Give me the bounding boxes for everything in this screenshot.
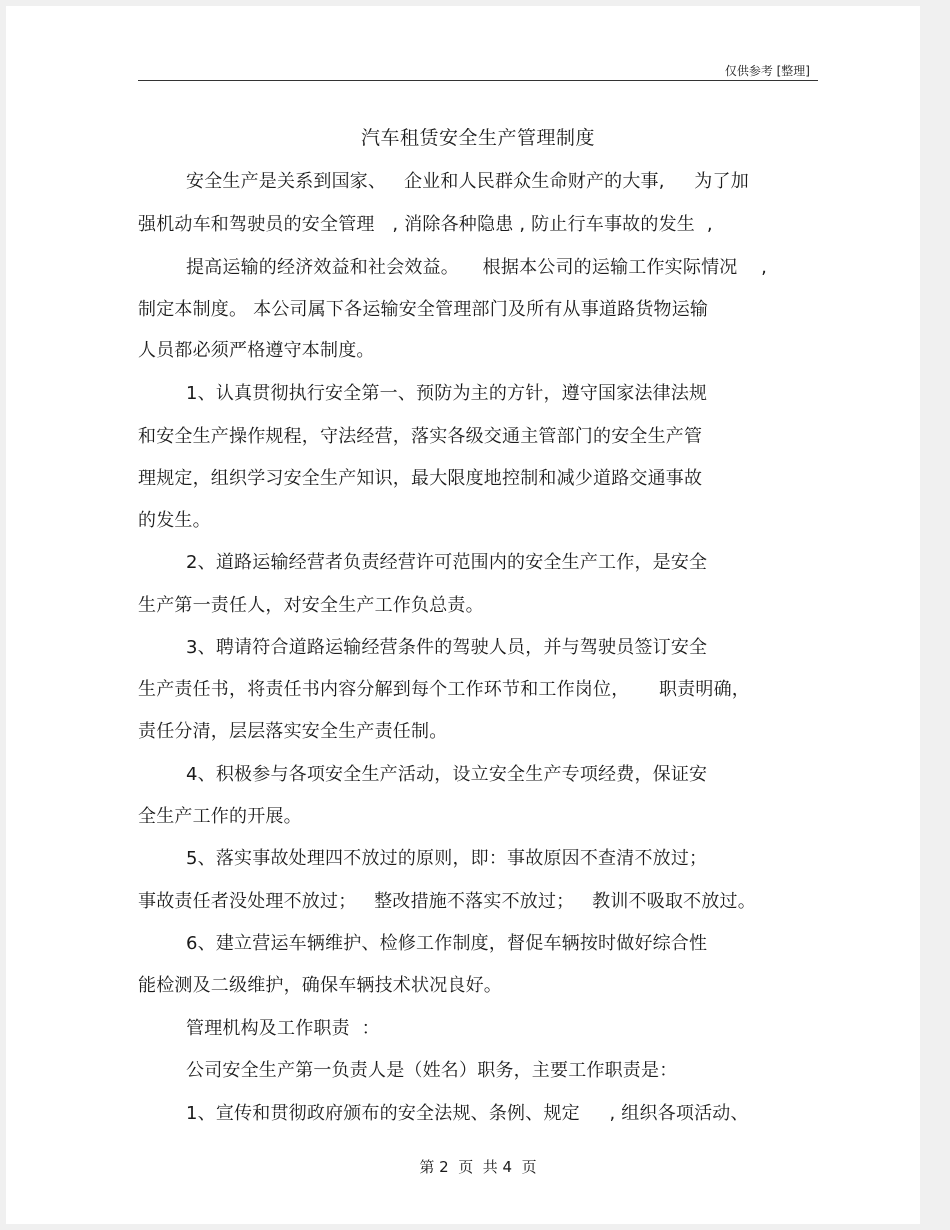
body-line: 5、落实事故处理四不放过的原则，即：事故原因不查清不放过；	[186, 848, 708, 869]
body-line: 4、积极参与各项安全生产活动，设立安全生产专项经费，保证安	[186, 764, 708, 785]
body-line: 2、道路运输经营者负责经营许可范围内的安全生产工作，是安全	[186, 552, 708, 573]
body-line: 1、宣传和贯彻政府颁布的安全法规、条例、规定 , 组织各项活动、	[186, 1103, 749, 1124]
body-line: 制定本制度。 本公司属下各运输安全管理部门及所有从事道路货物运输	[138, 299, 709, 320]
body-line: 能检测及二级维护，确保车辆技术状况良好。	[138, 975, 502, 996]
body-line: 公司安全生产第一负责人是（姓名）职务，主要工作职责是：	[186, 1060, 678, 1081]
body-line: 生产责任书，将责任书内容分解到每个工作环节和工作岗位， 职责明确，	[138, 679, 751, 700]
body-line: 全生产工作的开展。	[138, 806, 302, 827]
body-line: 事故责任者没处理不放过； 整改措施不落实不放过； 教训不吸取不放过。	[138, 891, 756, 912]
body-line: 人员都必须严格遵守本制度。	[138, 340, 375, 361]
body-line: 3、聘请符合道路运输经营条件的驾驶人员，并与驾驶员签订安全	[186, 637, 708, 658]
body-line: 1、认真贯彻执行安全第一、预防为主的方针，遵守国家法律法规	[186, 383, 708, 404]
document-page	[6, 6, 920, 1224]
body-line: 提高运输的经济效益和社会效益。 根据本公司的运输工作实际情况 ,	[186, 257, 768, 278]
body-line: 和安全生产操作规程，守法经营，落实各级交通主管部门的安全生产管	[138, 426, 703, 447]
body-line: 强机动车和驾驶员的安全管理 , 消除各种隐患 , 防止行车事故的发生 ,	[138, 214, 713, 235]
page-number: 第 2 页 共 4 页	[419, 1158, 537, 1176]
body-line: 理规定，组织学习安全生产知识，最大限度地控制和减少道路交通事故	[138, 468, 703, 489]
body-line: 6、建立营运车辆维护、检修工作制度，督促车辆按时做好综合性	[186, 933, 708, 954]
document-title: 汽车租赁安全生产管理制度	[360, 127, 595, 149]
body-line: 安全生产是关系到国家、 企业和人民群众生命财产的大事, 为了加	[186, 171, 749, 192]
header-note: 仅供参考 [整理]	[724, 64, 810, 78]
section-heading: 管理机构及工作职责 ：	[186, 1018, 380, 1039]
body-line: 生产第一责任人，对安全生产工作负总责。	[138, 595, 484, 616]
body-line: 责任分清，层层落实安全生产责任制。	[138, 721, 448, 742]
body-line: 的发生。	[138, 510, 211, 531]
header-divider	[138, 80, 818, 81]
